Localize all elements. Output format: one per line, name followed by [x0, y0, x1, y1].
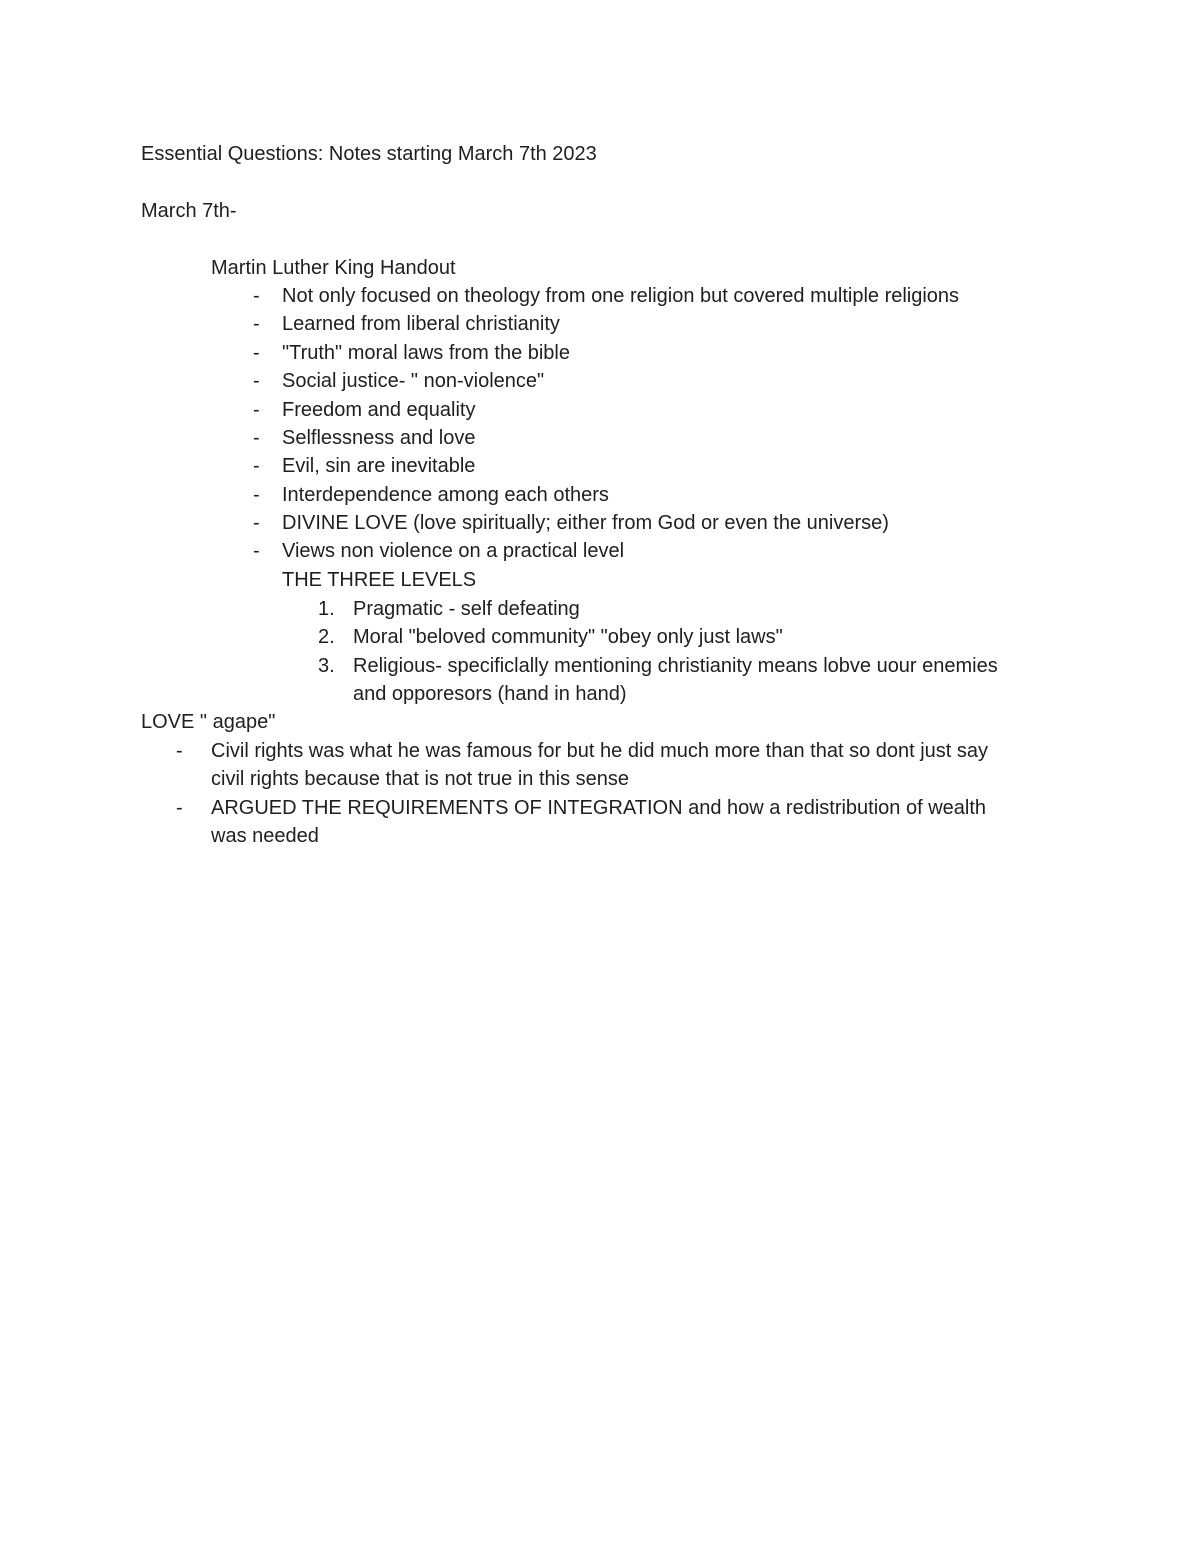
- bullet-text: "Truth" moral laws from the bible: [282, 342, 570, 364]
- bullet-continuation: was needed: [211, 825, 319, 847]
- list-item-text: Moral "beloved community" "obey only just laws": [353, 626, 783, 648]
- bullet-marker: -: [253, 370, 260, 392]
- bullet-text: Selflessness and love: [282, 427, 476, 449]
- bullet-marker: -: [253, 313, 260, 335]
- bullet-text: Views non violence on a practical level: [282, 540, 625, 562]
- bullet-continuation: civil rights because that is not true in this sense: [211, 768, 629, 790]
- list-item-continuation: and opporesors (hand in hand): [353, 683, 627, 705]
- date-heading: March 7th-: [141, 200, 237, 222]
- bullet-text: Social justice- " non-violence": [282, 370, 545, 392]
- bullet-text: Interdependence among each others: [282, 484, 609, 506]
- bullet-marker: -: [253, 399, 260, 421]
- bullet-text: Evil, sin are inevitable: [282, 455, 476, 477]
- section-heading: Martin Luther King Handout: [211, 257, 456, 279]
- list-number: 2.: [318, 626, 335, 648]
- list-item-text: Pragmatic - self defeating: [353, 598, 580, 620]
- bullet-text: Not only focused on theology from one religion but covered multiple religions: [282, 285, 960, 307]
- bullet-marker: -: [176, 797, 183, 819]
- bullet-marker: -: [253, 455, 260, 477]
- list-item-text: Religious- specificlally mentioning christianity means lobve uour enemies: [353, 655, 998, 677]
- bullet-marker: -: [253, 427, 260, 449]
- bullet-text: DIVINE LOVE (love spiritually; either from God or even the universe): [282, 512, 889, 534]
- bullet-marker: -: [176, 740, 183, 762]
- bullet-marker: -: [253, 540, 260, 562]
- levels-heading: THE THREE LEVELS: [282, 569, 477, 591]
- bullet-text: Civil rights was what he was famous for but he did much more than that so dont just say: [211, 740, 989, 762]
- list-number: 1.: [318, 598, 335, 620]
- bullet-text: Learned from liberal christianity: [282, 313, 560, 335]
- bullet-marker: -: [253, 512, 260, 534]
- bullet-marker: -: [253, 285, 260, 307]
- love-heading: LOVE " agape": [141, 711, 276, 733]
- bullet-marker: -: [253, 342, 260, 364]
- list-number: 3.: [318, 655, 335, 677]
- document-title: Essential Questions: Notes starting March 7th 2023: [141, 143, 597, 165]
- bullet-text: ARGUED THE REQUIREMENTS OF INTEGRATION and how a redistribution of wealth: [211, 797, 987, 819]
- bullet-marker: -: [253, 484, 260, 506]
- bullet-text: Freedom and equality: [282, 399, 476, 421]
